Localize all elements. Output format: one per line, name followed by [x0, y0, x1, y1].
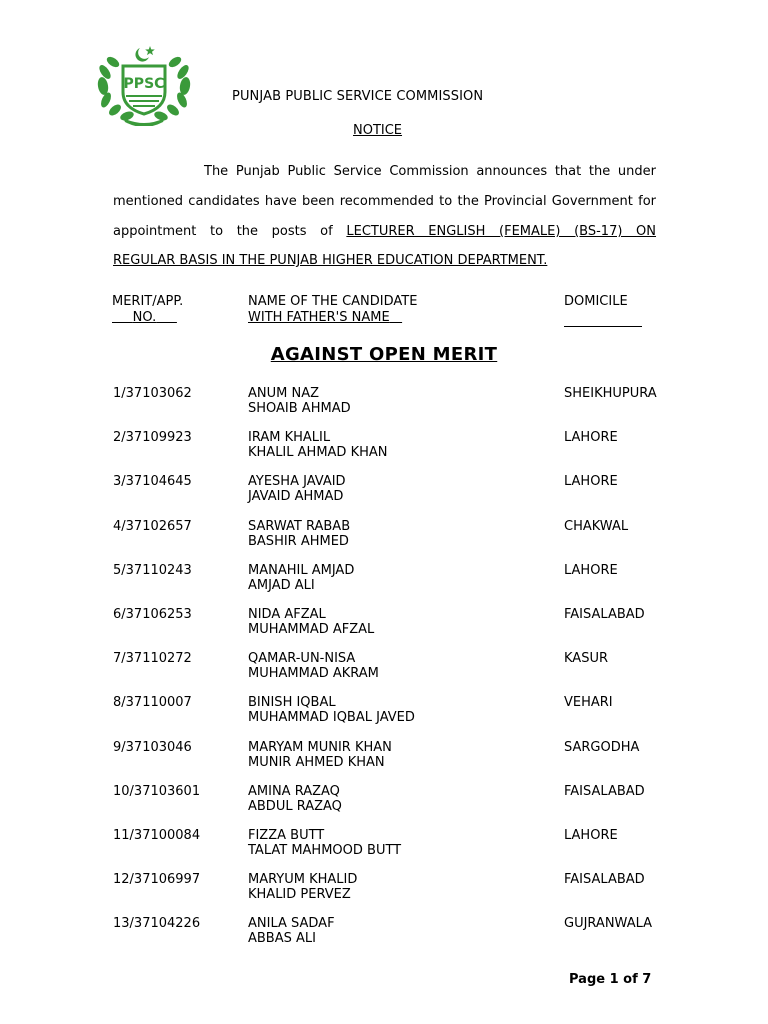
candidate-name: MARYAM MUNIR KHAN — [248, 740, 392, 755]
candidate-domicile: LAHORE — [564, 430, 618, 445]
post-title-part-2: REGULAR BASIS IN THE PUNJAB HIGHER EDUCATION DEPARTMENT. — [113, 253, 548, 268]
candidate-merit-no: 7/37110272 — [113, 651, 192, 666]
candidate-merit-no: 4/37102657 — [113, 519, 192, 534]
candidate-father-name: KHALID PERVEZ — [248, 887, 351, 902]
column-header-merit — [112, 294, 183, 326]
candidate-father-name: BASHIR AHMED — [248, 534, 349, 549]
candidate-domicile: FAISALABAD — [564, 607, 645, 622]
post-title-part-1: LECTURER ENGLISH (FEMALE) (BS-17) ON — [346, 224, 657, 239]
page-number: Page 1 of 7 — [569, 972, 652, 987]
organization-title: PUNJAB PUBLIC SERVICE COMMISSION — [232, 89, 484, 104]
candidate-row — [0, 872, 768, 904]
candidate-domicile: LAHORE — [564, 474, 618, 489]
section-title: AGAINST OPEN MERIT — [270, 344, 498, 365]
candidate-domicile: CHAKWAL — [564, 519, 629, 534]
candidate-row — [0, 828, 768, 860]
column-header-name-line1: NAME OF THE CANDIDATE — [248, 294, 418, 309]
candidate-row — [0, 916, 768, 948]
candidate-row — [0, 430, 768, 462]
candidate-merit-no: 5/37110243 — [113, 563, 192, 578]
column-header-name-line2 — [248, 310, 417, 326]
intro-line-1: The Punjab Public Service Commission announces that the under — [204, 164, 656, 179]
candidate-row — [0, 386, 768, 418]
candidate-domicile: LAHORE — [564, 563, 618, 578]
candidate-row — [0, 519, 768, 551]
candidate-father-name: SHOAIB AHMAD — [248, 401, 351, 416]
column-header-domicile — [564, 294, 642, 327]
candidate-father-name: AMJAD ALI — [248, 578, 315, 593]
candidate-merit-no: 11/37100084 — [113, 828, 201, 843]
candidate-name: NIDA AFZAL — [248, 607, 326, 622]
column-header-name-fathers: WITH FATHER'S NAME — [248, 310, 390, 325]
column-header-domicile-underline — [564, 312, 642, 327]
column-header-domicile-label: DOMICILE — [564, 294, 628, 309]
candidate-father-name: MUHAMMAD AFZAL — [248, 622, 375, 637]
candidate-domicile: GUJRANWALA — [564, 916, 653, 931]
candidate-father-name: ABBAS ALI — [248, 931, 316, 946]
candidate-father-name: KHALIL AHMAD KHAN — [248, 445, 388, 460]
candidate-row — [0, 651, 768, 683]
notice-title: NOTICE — [353, 123, 403, 138]
candidate-row — [0, 474, 768, 506]
column-header-merit-line1: MERIT/APP. — [112, 294, 184, 309]
candidate-merit-no: 9/37103046 — [113, 740, 192, 755]
candidate-domicile: FAISALABAD — [564, 784, 645, 799]
candidate-father-name: MUHAMMAD IQBAL JAVED — [248, 710, 415, 725]
intro-line-3 — [113, 224, 656, 239]
candidate-father-name: TALAT MAHMOOD BUTT — [248, 843, 402, 858]
intro-line-3-text: appointment to the posts of — [113, 224, 333, 239]
candidate-name: ANUM NAZ — [248, 386, 320, 401]
candidate-merit-no: 3/37104645 — [113, 474, 192, 489]
candidate-father-name: JAVAID AHMAD — [248, 489, 344, 504]
candidate-domicile: FAISALABAD — [564, 872, 645, 887]
candidate-name: BINISH IQBAL — [248, 695, 336, 710]
candidate-row — [0, 784, 768, 816]
candidate-domicile: LAHORE — [564, 828, 618, 843]
column-header-merit-line2 — [112, 310, 183, 326]
candidate-merit-no: 12/37106997 — [113, 872, 201, 887]
candidate-domicile: KASUR — [564, 651, 608, 666]
candidate-row — [0, 695, 768, 727]
candidate-domicile: VEHARI — [564, 695, 613, 710]
candidate-merit-no: 6/37106253 — [113, 607, 192, 622]
candidate-merit-no: 13/37104226 — [113, 916, 201, 931]
candidate-name: AYESHA JAVAID — [248, 474, 346, 489]
intro-line-2: mentioned candidates have been recommended to the Provincial Government for — [113, 194, 656, 209]
candidate-name: ANILA SADAF — [248, 916, 335, 931]
candidate-name: MANAHIL AMJAD — [248, 563, 355, 578]
candidate-merit-no: 2/37109923 — [113, 430, 192, 445]
candidate-row — [0, 740, 768, 772]
column-header-merit-no: NO. — [132, 310, 157, 325]
candidate-name: MARYUM KHALID — [248, 872, 358, 887]
intro-line-4 — [113, 253, 656, 268]
candidate-name: FIZZA BUTT — [248, 828, 325, 843]
ppsc-emblem-icon — [93, 42, 195, 126]
candidate-row — [0, 563, 768, 595]
ppsc-logo — [93, 42, 195, 126]
candidate-domicile: SARGODHA — [564, 740, 640, 755]
candidate-row — [0, 607, 768, 639]
column-header-name — [248, 294, 417, 326]
candidate-merit-no: 10/37103601 — [113, 784, 201, 799]
candidate-domicile: SHEIKHUPURA — [564, 386, 657, 401]
candidate-father-name: MUHAMMAD AKRAM — [248, 666, 379, 681]
candidate-name: QAMAR-UN-NISA — [248, 651, 356, 666]
candidate-merit-no: 1/37103062 — [113, 386, 192, 401]
svg-text:PPSC: PPSC — [123, 76, 165, 92]
candidate-name: AMINA RAZAQ — [248, 784, 340, 799]
candidate-merit-no: 8/37110007 — [113, 695, 192, 710]
candidate-name: IRAM KHALIL — [248, 430, 331, 445]
candidate-father-name: MUNIR AHMED KHAN — [248, 755, 385, 770]
candidate-name: SARWAT RABAB — [248, 519, 351, 534]
candidate-father-name: ABDUL RAZAQ — [248, 799, 342, 814]
